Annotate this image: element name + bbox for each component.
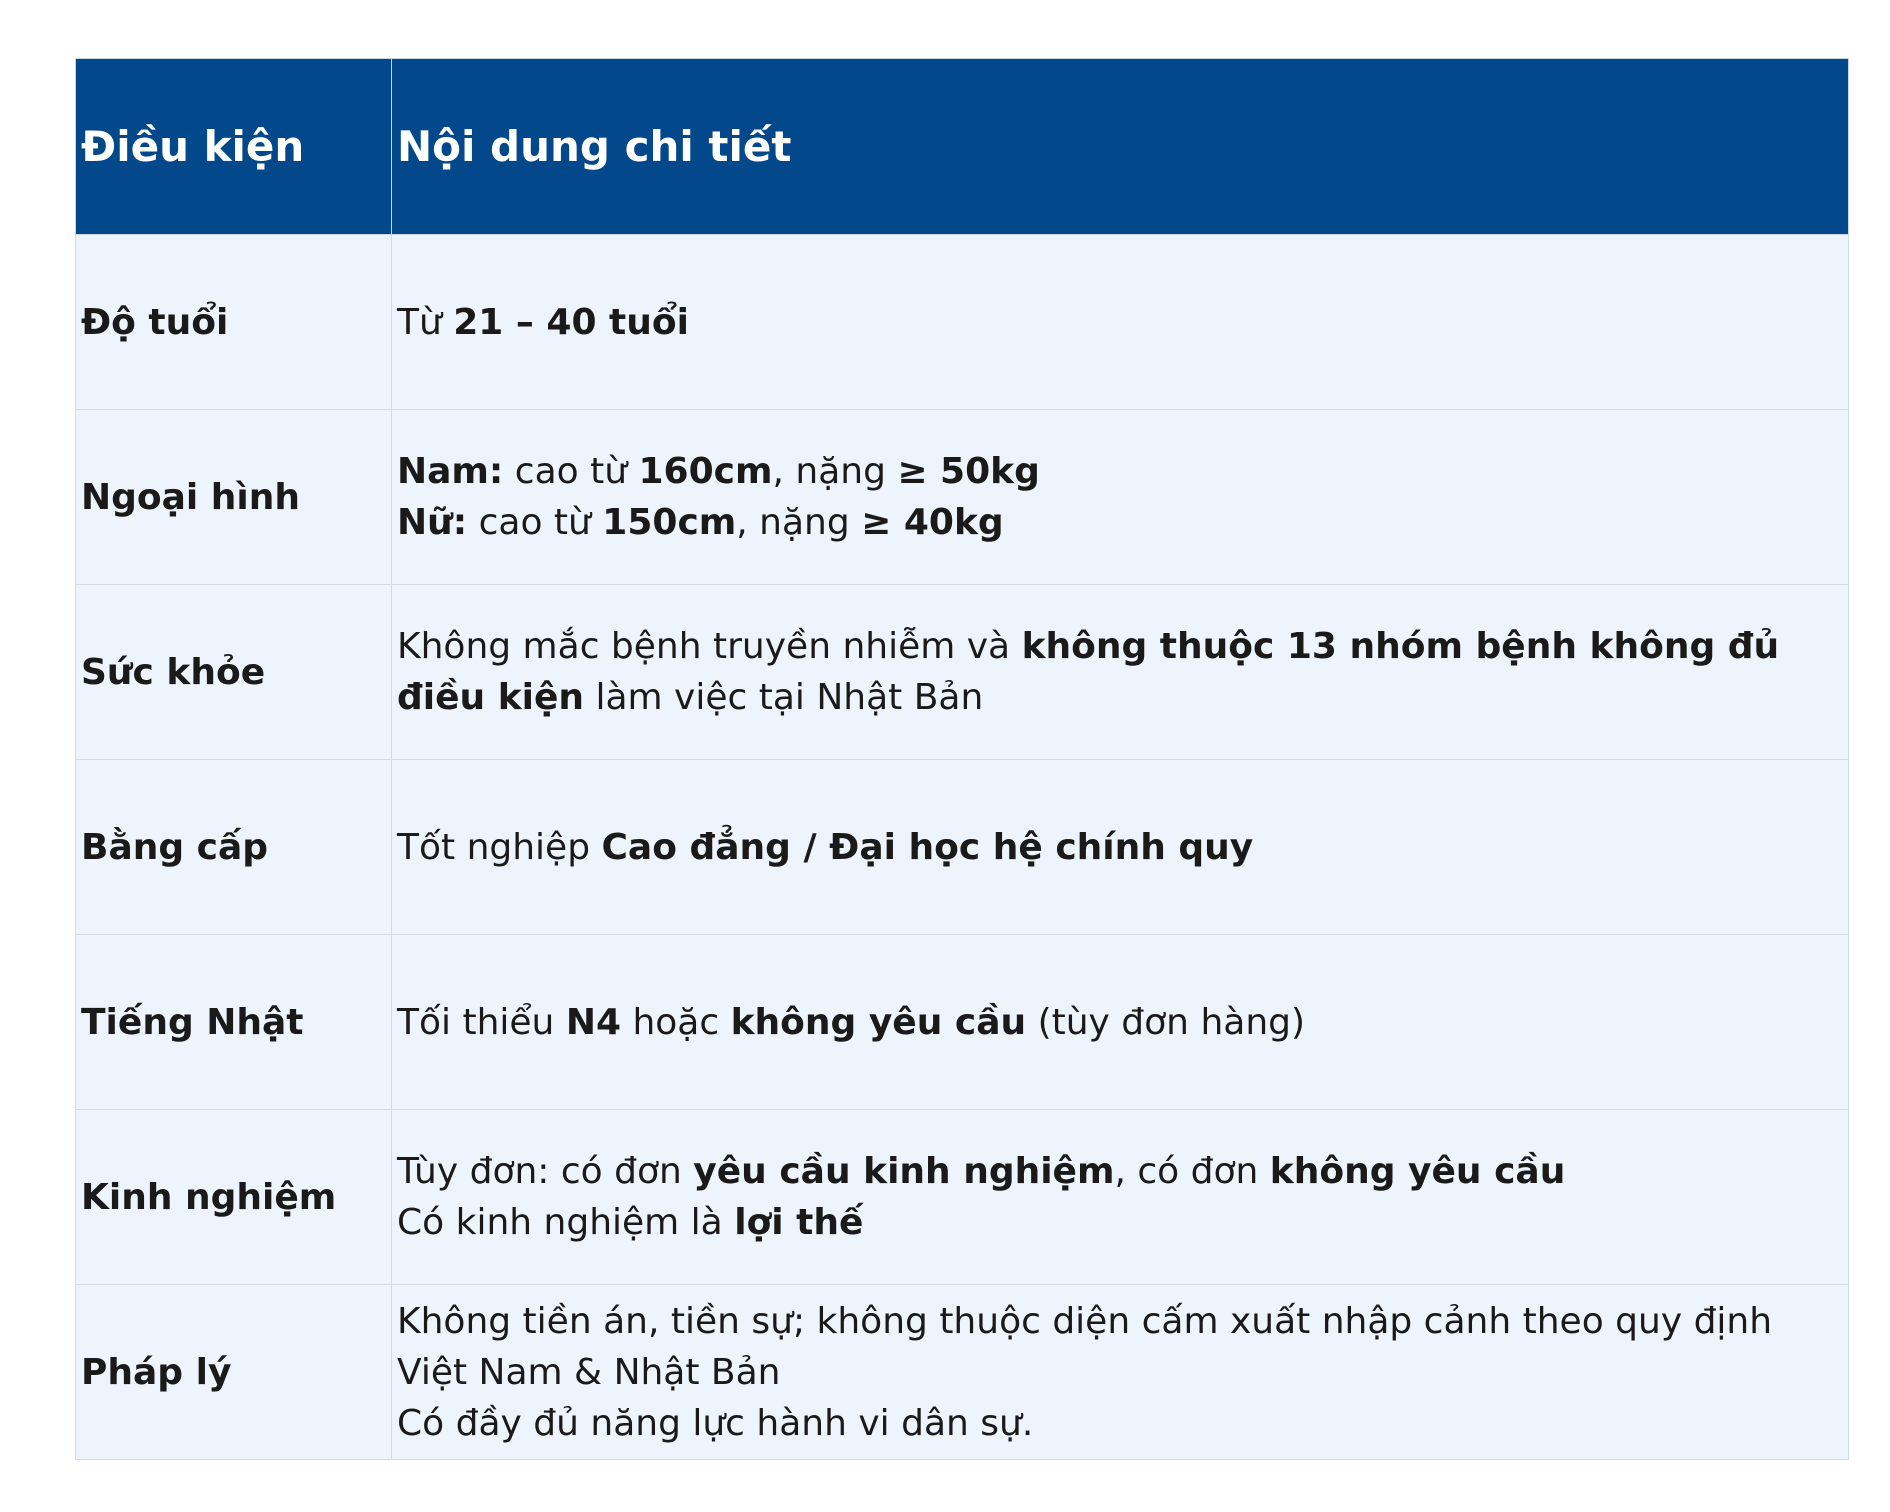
row-condition-label: Tiếng Nhật — [76, 935, 392, 1110]
detail-text: Tốt nghiệp — [397, 826, 602, 868]
detail-text: cao từ — [503, 451, 639, 492]
detail-text: , nặng — [736, 502, 862, 543]
detail-text: (tùy đơn hàng) — [1026, 1001, 1306, 1043]
header-details: Nội dung chi tiết — [392, 59, 1849, 235]
table-row — [76, 935, 1849, 1110]
detail-line — [397, 497, 1842, 548]
row-detail-cell — [392, 1285, 1849, 1460]
detail-text: , có đơn — [1114, 1151, 1270, 1192]
detail-line — [397, 1197, 1842, 1248]
detail-text: , nặng — [772, 451, 898, 492]
detail-text: Có kinh nghiệm là — [397, 1202, 735, 1243]
row-detail-cell — [392, 410, 1849, 585]
detail-text-bold: không yêu cầu — [730, 1001, 1027, 1043]
detail-text: cao từ — [467, 502, 603, 543]
header-condition: Điều kiện — [76, 59, 392, 235]
row-detail-cell — [392, 1110, 1849, 1285]
table-header-row — [76, 59, 1849, 235]
detail-text-bold: Cao đẳng / Đại học hệ chính quy — [601, 826, 1254, 868]
detail-text-bold: không yêu cầu — [1269, 1151, 1566, 1192]
row-detail-cell — [392, 585, 1849, 760]
row-condition-label: Bằng cấp — [76, 760, 392, 935]
detail-line — [397, 297, 1842, 348]
table-row — [76, 760, 1849, 935]
row-condition-label: Pháp lý — [76, 1285, 392, 1460]
detail-line — [397, 1398, 1842, 1449]
detail-text-bold: không thuộc 13 nhóm bệnh không đủ điều kiện — [397, 626, 1780, 718]
table-row — [76, 1285, 1849, 1460]
table-row — [76, 410, 1849, 585]
detail-text-bold: ≥ 50kg — [897, 451, 1040, 492]
row-detail-cell — [392, 760, 1849, 935]
row-condition-label: Kinh nghiệm — [76, 1110, 392, 1285]
row-condition-label: Ngoại hình — [76, 410, 392, 585]
detail-text: làm việc tại Nhật Bản — [584, 677, 984, 718]
row-condition-label: Sức khỏe — [76, 585, 392, 760]
requirements-table — [75, 58, 1849, 1460]
detail-line — [397, 1296, 1842, 1398]
detail-line — [397, 997, 1842, 1048]
row-detail-cell — [392, 235, 1849, 410]
detail-text-bold: 150cm — [602, 502, 737, 543]
detail-text-bold: yêu cầu kinh nghiệm — [693, 1151, 1115, 1192]
detail-text: Từ — [397, 301, 454, 343]
detail-line — [397, 1146, 1842, 1197]
detail-text-bold: 160cm — [638, 451, 773, 492]
row-detail-cell — [392, 935, 1849, 1110]
detail-text-bold: lợi thế — [734, 1202, 864, 1243]
detail-text-bold: Nam: — [397, 451, 504, 492]
detail-text-bold: Nữ: — [397, 502, 468, 543]
table-row — [76, 585, 1849, 760]
detail-text: hoặc — [621, 1001, 731, 1043]
detail-text-bold: ≥ 40kg — [861, 502, 1004, 543]
detail-line — [397, 822, 1842, 873]
detail-text: Tùy đơn: có đơn — [397, 1151, 694, 1192]
table-body — [76, 235, 1849, 1460]
detail-line — [397, 621, 1842, 723]
detail-text: Không tiền án, tiền sự; không thuộc diện cấm xuất nhập cảnh theo quy định Việt Nam & Nhật Bản — [397, 1300, 1773, 1393]
detail-text: Tối thiểu — [397, 1001, 566, 1043]
detail-text-bold: 21 – 40 tuổi — [453, 301, 689, 343]
detail-text: Không mắc bệnh truyền nhiễm và — [397, 626, 1022, 667]
detail-text-bold: N4 — [565, 1001, 621, 1043]
table-row — [76, 1110, 1849, 1285]
row-condition-label: Độ tuổi — [76, 235, 392, 410]
detail-line — [397, 446, 1842, 497]
table-row — [76, 235, 1849, 410]
detail-text: Có đầy đủ năng lực hành vi dân sự. — [397, 1402, 1034, 1444]
